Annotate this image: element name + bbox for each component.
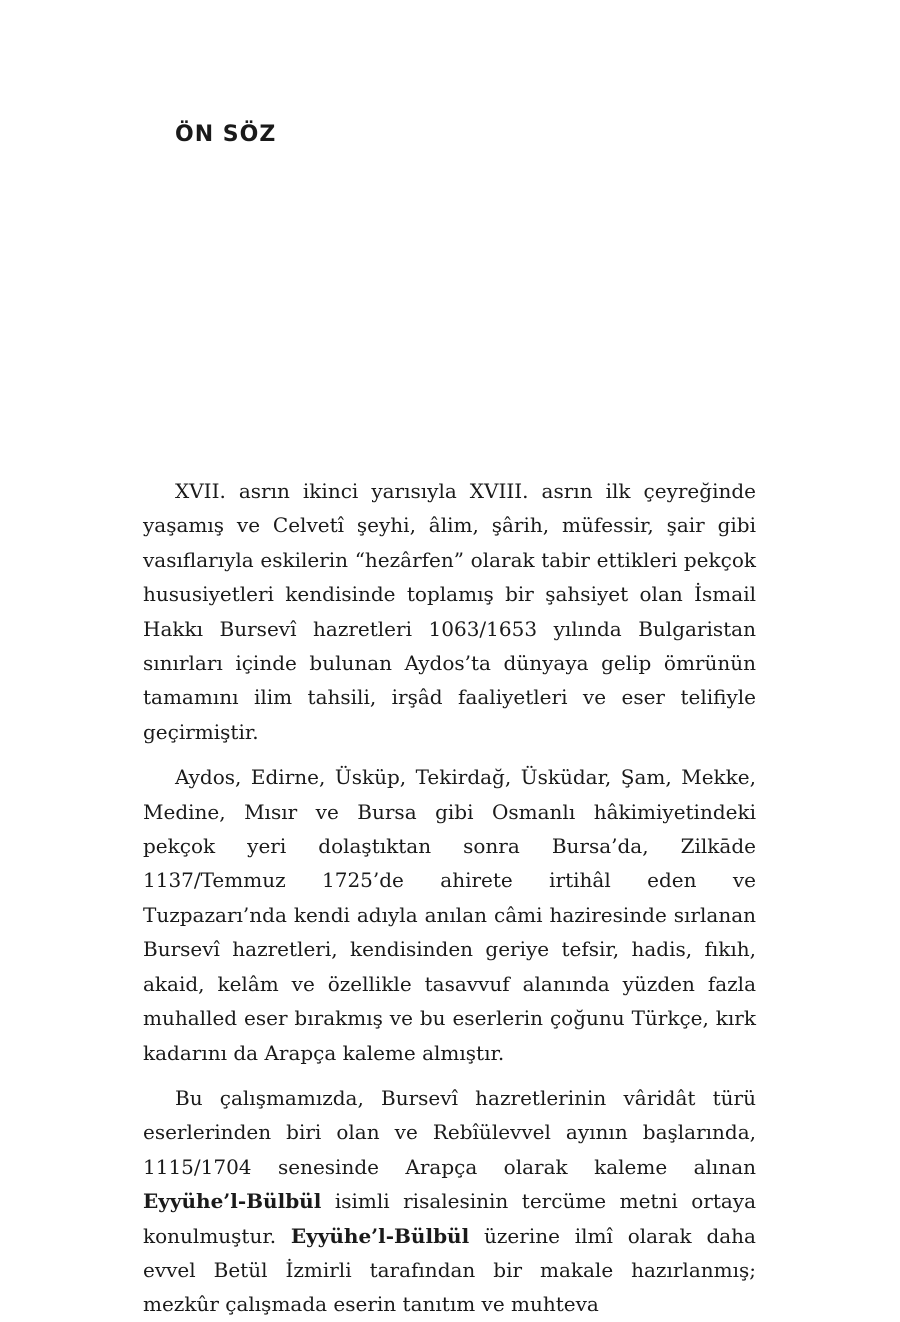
paragraph-3-part-3: üzerine ilmî olarak daha evvel Betül İzmirli tarafından bir makale hazırlanmış; mezkûr çalışmada eserin tanıtım ve muhteva [143,1223,756,1317]
paragraph-1: XVII. asrın ikinci yarısıyla XVIII. asrın ilk çeyreğinde yaşamış ve Celvetî şeyhi, âlim, şârih, müfessir, şair gibi vasıflarıyla eskilerin “hezârfen” olarak tabir ettikleri pekçok hususiyetleri kendisinde toplamış bir şahsiyet olan İsmail Hakkı Bursevî hazretleri 1063/1653 yılında Bulgaristan sınırları içinde bulunan Aydos’ta dünyaya gelip ömrünün tamamını ilim tahsili, irşâd faaliyetleri ve eser telifiyle geçirmiştir. [143,479,756,744]
paragraph-3-part-2: isimli risalesinin tercüme metni ortaya konulmuştur. [143,1189,756,1248]
paragraph-3-part-1: Bu çalışmamızda, Bursevî hazretlerinin vâridât türü eserlerinden biri olan ve Rebîülevvel ayının başlarında, 1115/1704 senesinde Arapça olarak kaleme alınan [143,1085,756,1179]
paragraph-2: Aydos, Edirne, Üsküp, Tekirdağ, Üsküdar, Şam, Mekke, Medine, Mısır ve Bursa gibi Osmanlı hâkimiyetindeki pekçok yeri dolaştıktan sonra Bursa’da, Zilkāde 1137/Temmuz 1725’de ahirete irtihâl eden ve Tuzpazarı’nda kendi adıyla anılan câmi haziresinde sırlanan Bursevî hazretleri, kendisinden geriye tefsir, hadis, fıkıh, akaid, kelâm ve özellikle tasavvuf alanında yüzden fazla muhalled eser bırakmış ve bu eserlerin çoğunu Türkçe, kırk kadarını da Arapça kaleme almıştır. [143,765,756,1065]
body-text [143,474,756,1322]
chapter-heading: ÖN SÖZ [175,122,277,147]
book-title-2: Eyyühe’l-Bülbül [290,1223,470,1248]
book-title-1: Eyyühe’l-Bülbül [143,1189,322,1214]
paragraph-3 [143,1081,756,1322]
